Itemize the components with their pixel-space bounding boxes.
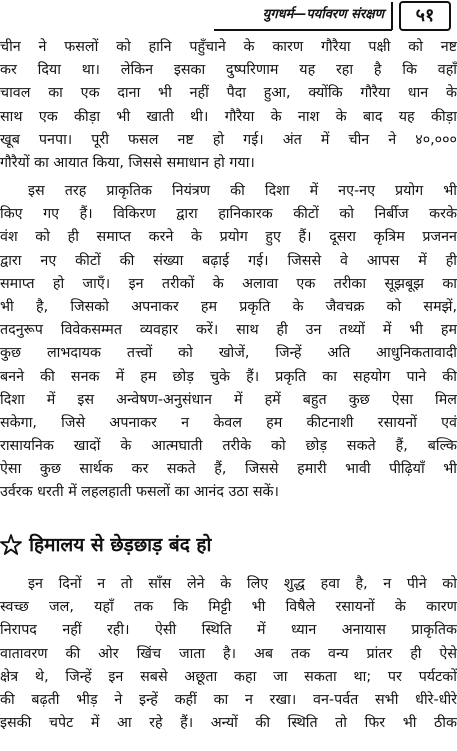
text-line: दिशा में इस अन्वेषण-अनुसंधान में हमें बहुत कुछ ऐसा मिल (0, 391, 457, 408)
text-line: उर्वरक धरती में लहलहाती फसलों का आनंद उठा सकें। (0, 484, 279, 501)
text-line: समाप्त हो जाएँ। इन तरीकों के अलावा एक तरीका सूझबूझ का (0, 275, 457, 292)
text-line: वंश को ही समाप्त करने के प्रयोग हुए हैं। दूसरा कृत्रिम प्रजनन (0, 229, 457, 246)
text-line: कर दिया था। लेकिन इसका दुष्परिणाम यह रहा है कि वहाँ (0, 62, 457, 79)
running-title: युगधर्म—पर्यावरण संरक्षण (262, 7, 384, 22)
header-divider (391, 2, 393, 30)
text-line: की बढ़ती भीड़ ने इन्हें कहीं का न रखा। वन-पर्वत सभी धीरे-धीरे (0, 691, 457, 708)
text-line: भी है, जिसको अपनाकर हम प्रकृति के जैवचक्र को समझें, (0, 298, 457, 315)
text-line: तदनुरूप विवेकसम्मत व्यवहार करें। साथ ही उन तथ्यों में भी हम (0, 322, 457, 339)
text-line: खूब पनपा। पूरी फसल नष्ट हो गई। अंत में चीन ने ४०,००० (0, 131, 457, 148)
text-line: किए गए हैं। विकिरण द्वारा हानिकारक कीटों को निर्बीज करके (0, 206, 457, 223)
text-line: इसकी चपेट में आ रहे हैं। अन्यों की स्थिति तो फिर भी ठीक (0, 715, 457, 732)
text-line: चीन ने फसलों को हानि पहुँचाने के कारण गौरैया पक्षी को नष्ट (0, 39, 457, 55)
text-line: निरापद नहीं रही। ऐसी स्थिति में ध्यान अनायास प्राकृतिक (0, 622, 457, 639)
text-line: कुछ लाभदायक तत्त्वों को खोजें, जिन्हें अति आधुनिकतावादी (0, 345, 457, 362)
page-header (0, 0, 457, 36)
text-line: इन दिनों न तो साँस लेने के लिए शुद्ध हवा है, न पीने को (28, 576, 457, 592)
section-heading (0, 530, 457, 564)
text-line: साथ एक कीड़ा भी खाती थी। गौरैया के नाश के बाद यह कीड़ा (0, 108, 457, 125)
text-line: गौरैयों का आयात किया, जिससे समाधान हो गया। (0, 154, 255, 171)
header-underline (214, 29, 392, 31)
text-line: चावल का एक दाना भी नहीं पैदा हुआ, क्योंकि गौरैया धान के (0, 85, 457, 102)
text-line: क्षेत्र थे, जिन्हें इन सबसे अछूता कहा जा सकता था; पर पर्यटकों (0, 668, 457, 685)
section-title: हिमालय से छेड़छाड़ बंद हो (29, 534, 212, 556)
page-number: ५१ (399, 1, 451, 31)
text-line: द्वारा नए कीटों की संख्या बढ़ाई गई। जिससे वे आपस में ही (0, 252, 457, 269)
paragraph-3 (0, 573, 457, 735)
text-line: रासायनिक खादों के आत्मघाती तरीके को छोड़ सकते हैं, बल्कि (0, 438, 457, 455)
star-outline-icon (0, 530, 22, 560)
text-line: वातावरण की ओर खिंच जाता है। अब तक वन्य प्रांतर ही ऐसे (0, 645, 457, 662)
paragraph-1 (0, 36, 457, 175)
text-line: स्वच्छ जल, यहाँ तक कि मिट्टी भी विषैले रसायनों के कारण (0, 599, 457, 616)
text-line: इस तरह प्राकृतिक नियंत्रण की दिशा में नए-नए प्रयोग भी (28, 183, 457, 199)
paragraph-2 (0, 180, 457, 505)
text-line: ऐसा कुछ सार्थक कर सकते हैं, जिससे हमारी भावी पीढ़ियाँ भी (0, 461, 457, 478)
text-line: सकेगा, जिसे अपनाकर न केवल हम कीटनाशी रसायनों एवं (0, 414, 457, 431)
text-line: बनने की सनक में हम छोड़ चुके हैं। प्रकृति का सहयोग पाने की (0, 368, 457, 385)
